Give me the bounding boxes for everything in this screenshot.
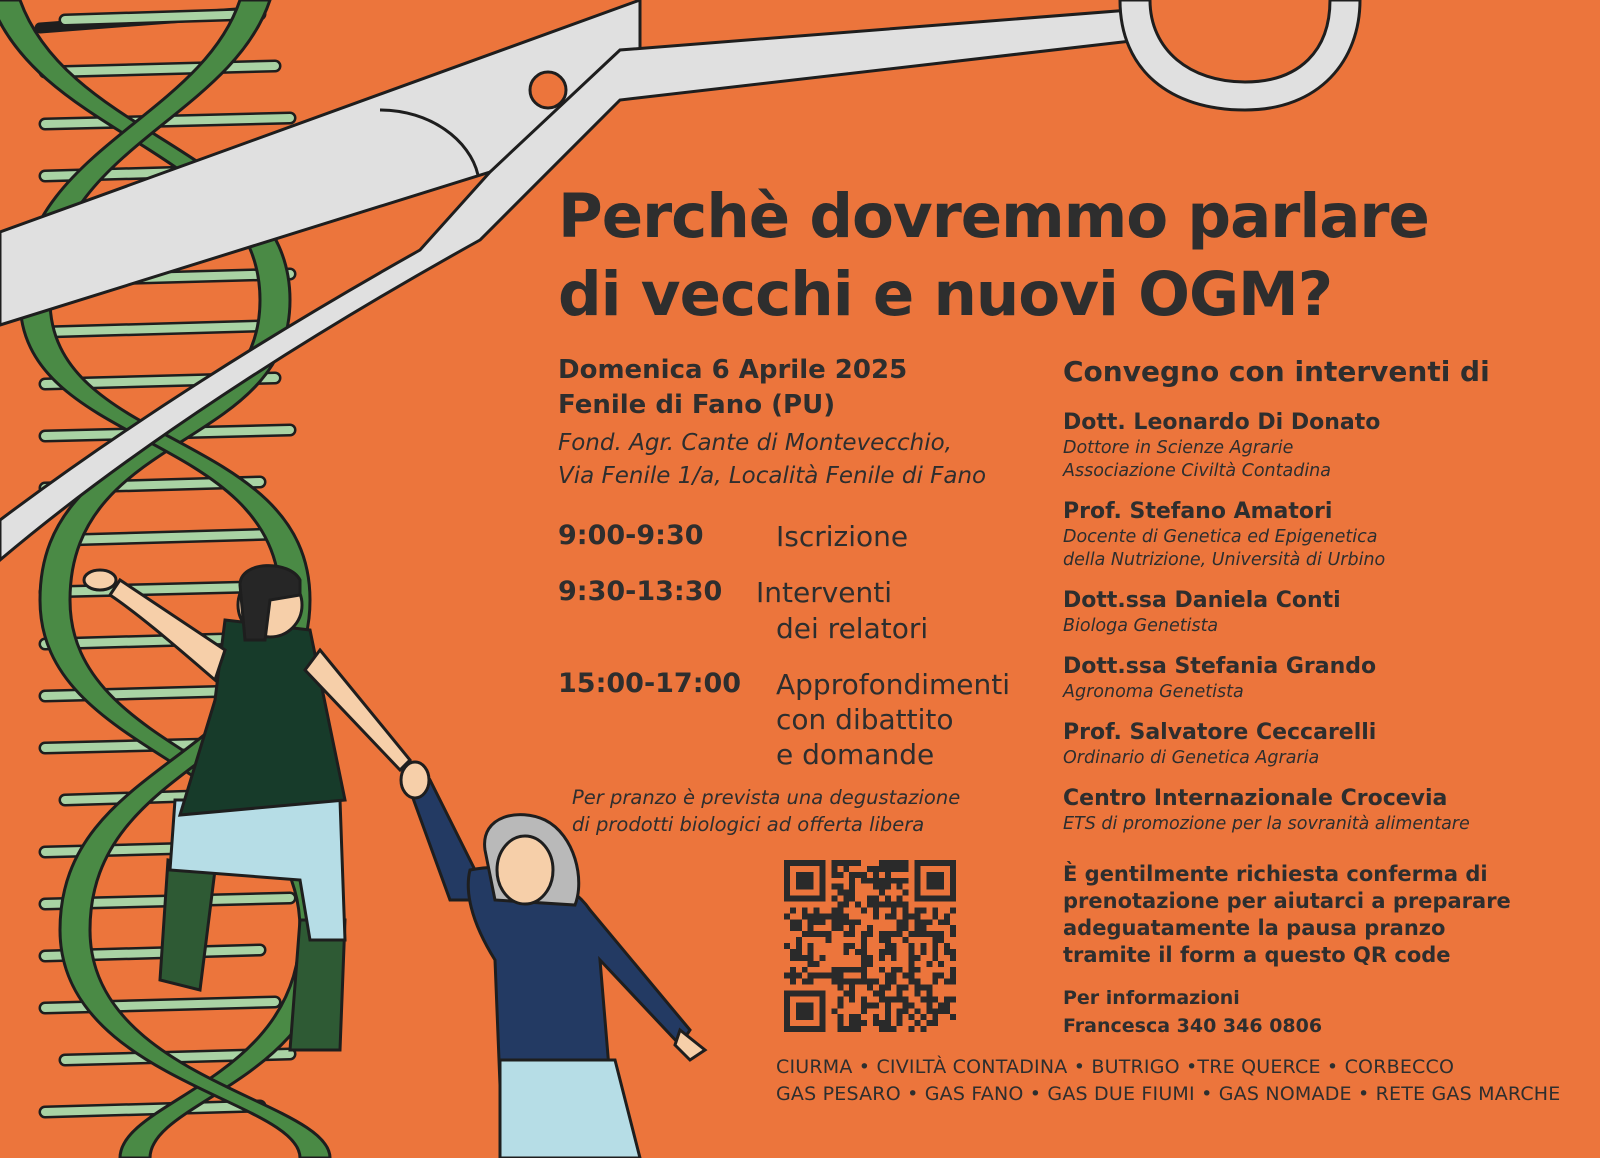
schedule-time: 15:00-17:00 [558,668,742,699]
info-label: Per informazioni [1063,987,1240,1009]
speaker-name: Dott.ssa Stefania Grando [1063,654,1377,679]
speaker-role: Associazione Civiltà Contadina [1063,461,1331,481]
info-contact: Francesca 340 346 0806 [1063,1015,1323,1037]
speaker-role: ETS di promozione per la sovranità alimentare [1063,814,1470,834]
schedule-activity: con dibattito [776,703,954,736]
title-line-2: di vecchi e nuovi OGM? [558,259,1333,330]
booking-line: adeguatamente la pausa pranzo [1063,916,1446,940]
booking-line: prenotazione per aiutarci a preparare [1063,889,1511,913]
speaker-name: Dott. Leonardo Di Donato [1063,410,1381,435]
schedule-activity: Interventi [756,576,893,609]
booking-line: È gentilmente richiesta conferma di [1063,862,1488,886]
speaker-name: Prof. Salvatore Ceccarelli [1063,720,1377,745]
speaker-name: Centro Internazionale Crocevia [1063,786,1448,811]
sponsors-line-1: CIURMA • CIVILTÀ CONTADINA • BUTRIGO •TRE QUERCE • CORBECCO [776,1056,1455,1078]
speaker-role: Biologa Genetista [1063,616,1219,636]
speakers-heading: Convegno con interventi di [1063,355,1490,388]
event-place: Fenile di Fano (PU) [558,390,836,420]
event-address-line-1: Fond. Agr. Cante di Montevecchio, [558,430,952,456]
speaker-name: Prof. Stefano Amatori [1063,499,1333,524]
schedule-activity: Approfondimenti [776,668,1011,701]
schedule-time: 9:30-13:30 [558,576,723,607]
speaker-role: della Nutrizione, Università di Urbino [1063,550,1386,570]
lunch-note-line-1: Per pranzo è prevista una degustazione [572,786,961,809]
schedule-activity: Iscrizione [776,520,909,553]
event-date: Domenica 6 Aprile 2025 [558,355,908,385]
qr-code-icon[interactable] [784,860,956,1032]
page-title [558,178,1429,334]
event-address-line-2: Via Fenile 1/a, Località Fenile di Fano [558,463,987,489]
schedule-time: 9:00-9:30 [558,520,704,551]
speaker-name: Dott.ssa Daniela Conti [1063,588,1341,613]
speaker-role: Dottore in Scienze Agrarie [1063,438,1294,458]
schedule-activity: e domande [776,738,935,771]
title-line-1: Perchè dovremmo parlare [558,181,1429,252]
sponsors-line-2: GAS PESARO • GAS FANO • GAS DUE FIUMI • GAS NOMADE • RETE GAS MARCHE [776,1083,1561,1105]
schedule-activity: dei relatori [776,612,929,645]
booking-line: tramite il form a questo QR code [1063,943,1451,967]
speaker-role: Agronoma Genetista [1063,682,1244,702]
speaker-role: Docente di Genetica ed Epigenetica [1063,527,1378,547]
speaker-role: Ordinario di Genetica Agraria [1063,748,1320,768]
lunch-note-line-2: di prodotti biologici ad offerta libera [572,813,925,836]
